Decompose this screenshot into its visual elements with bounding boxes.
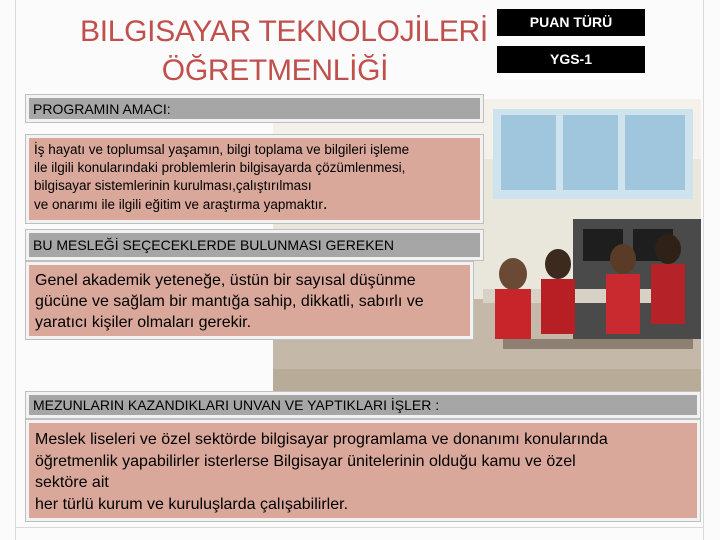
score-type-value: YGS-1 [497, 46, 645, 73]
purpose-period: . [322, 194, 328, 213]
traits-heading: BU MESLEĞİ SEÇECEKLERDE BULUNMASI GEREKEN [26, 230, 483, 260]
purpose-line-4-text: ve onarımı ile ilgili eğitim ve araştırma yapmaktır [34, 197, 323, 212]
graduates-text [26, 420, 700, 521]
title-line-1: BILGISAYAR TEKNOLOJİLERİ [80, 15, 488, 48]
purpose-line-3: bilgisayar sistemlerinin kurulması,çalıştırılması [34, 178, 312, 193]
right-border-line [703, 0, 704, 540]
purpose-line-4 [34, 195, 475, 214]
left-border-line [15, 0, 16, 540]
score-type-label: PUAN TÜRÜ [497, 9, 645, 36]
graduates-line-3: sektöre ait [35, 474, 109, 491]
graduates-line-2: öğretmenlik yapabilirler isterlerse Bilgisayar ünitelerinin olduğu kamu ve özel [35, 452, 576, 470]
graduates-line-1: Meslek liseleri ve özel sektörde bilgisayar programlama ve donanımı konularında [35, 431, 608, 448]
bottom-border-line [15, 527, 704, 528]
slide-title [80, 12, 488, 90]
purpose-text [26, 135, 483, 223]
graduates-heading: MEZUNLARIN KAZANDIKLARI UNVAN VE YAPTIKLARI İŞLER : [26, 392, 700, 418]
traits-text: Genel akademik yeteneğe, üstün bir sayısal düşünme gücüne ve sağlam bir mantığa sahip, dikkatli, sabırlı ve yaratıcı kişiler olmaları gerekir. [26, 262, 473, 339]
graduates-line-4: her türlü kurum ve kuruluşlarda çalışabilirler. [35, 495, 349, 513]
purpose-line-2: ile ilgili konularındaki problemlerin bilgisayarda çözümlenmesi, [34, 160, 406, 175]
purpose-heading: PROGRAMIN AMACI: [26, 95, 483, 122]
title-line-2: ÖĞRETMENLİĞİ [161, 54, 389, 87]
purpose-line-1: İş hayatı ve toplumsal yaşamın, bilgi toplama ve bilgileri işleme [34, 142, 410, 157]
